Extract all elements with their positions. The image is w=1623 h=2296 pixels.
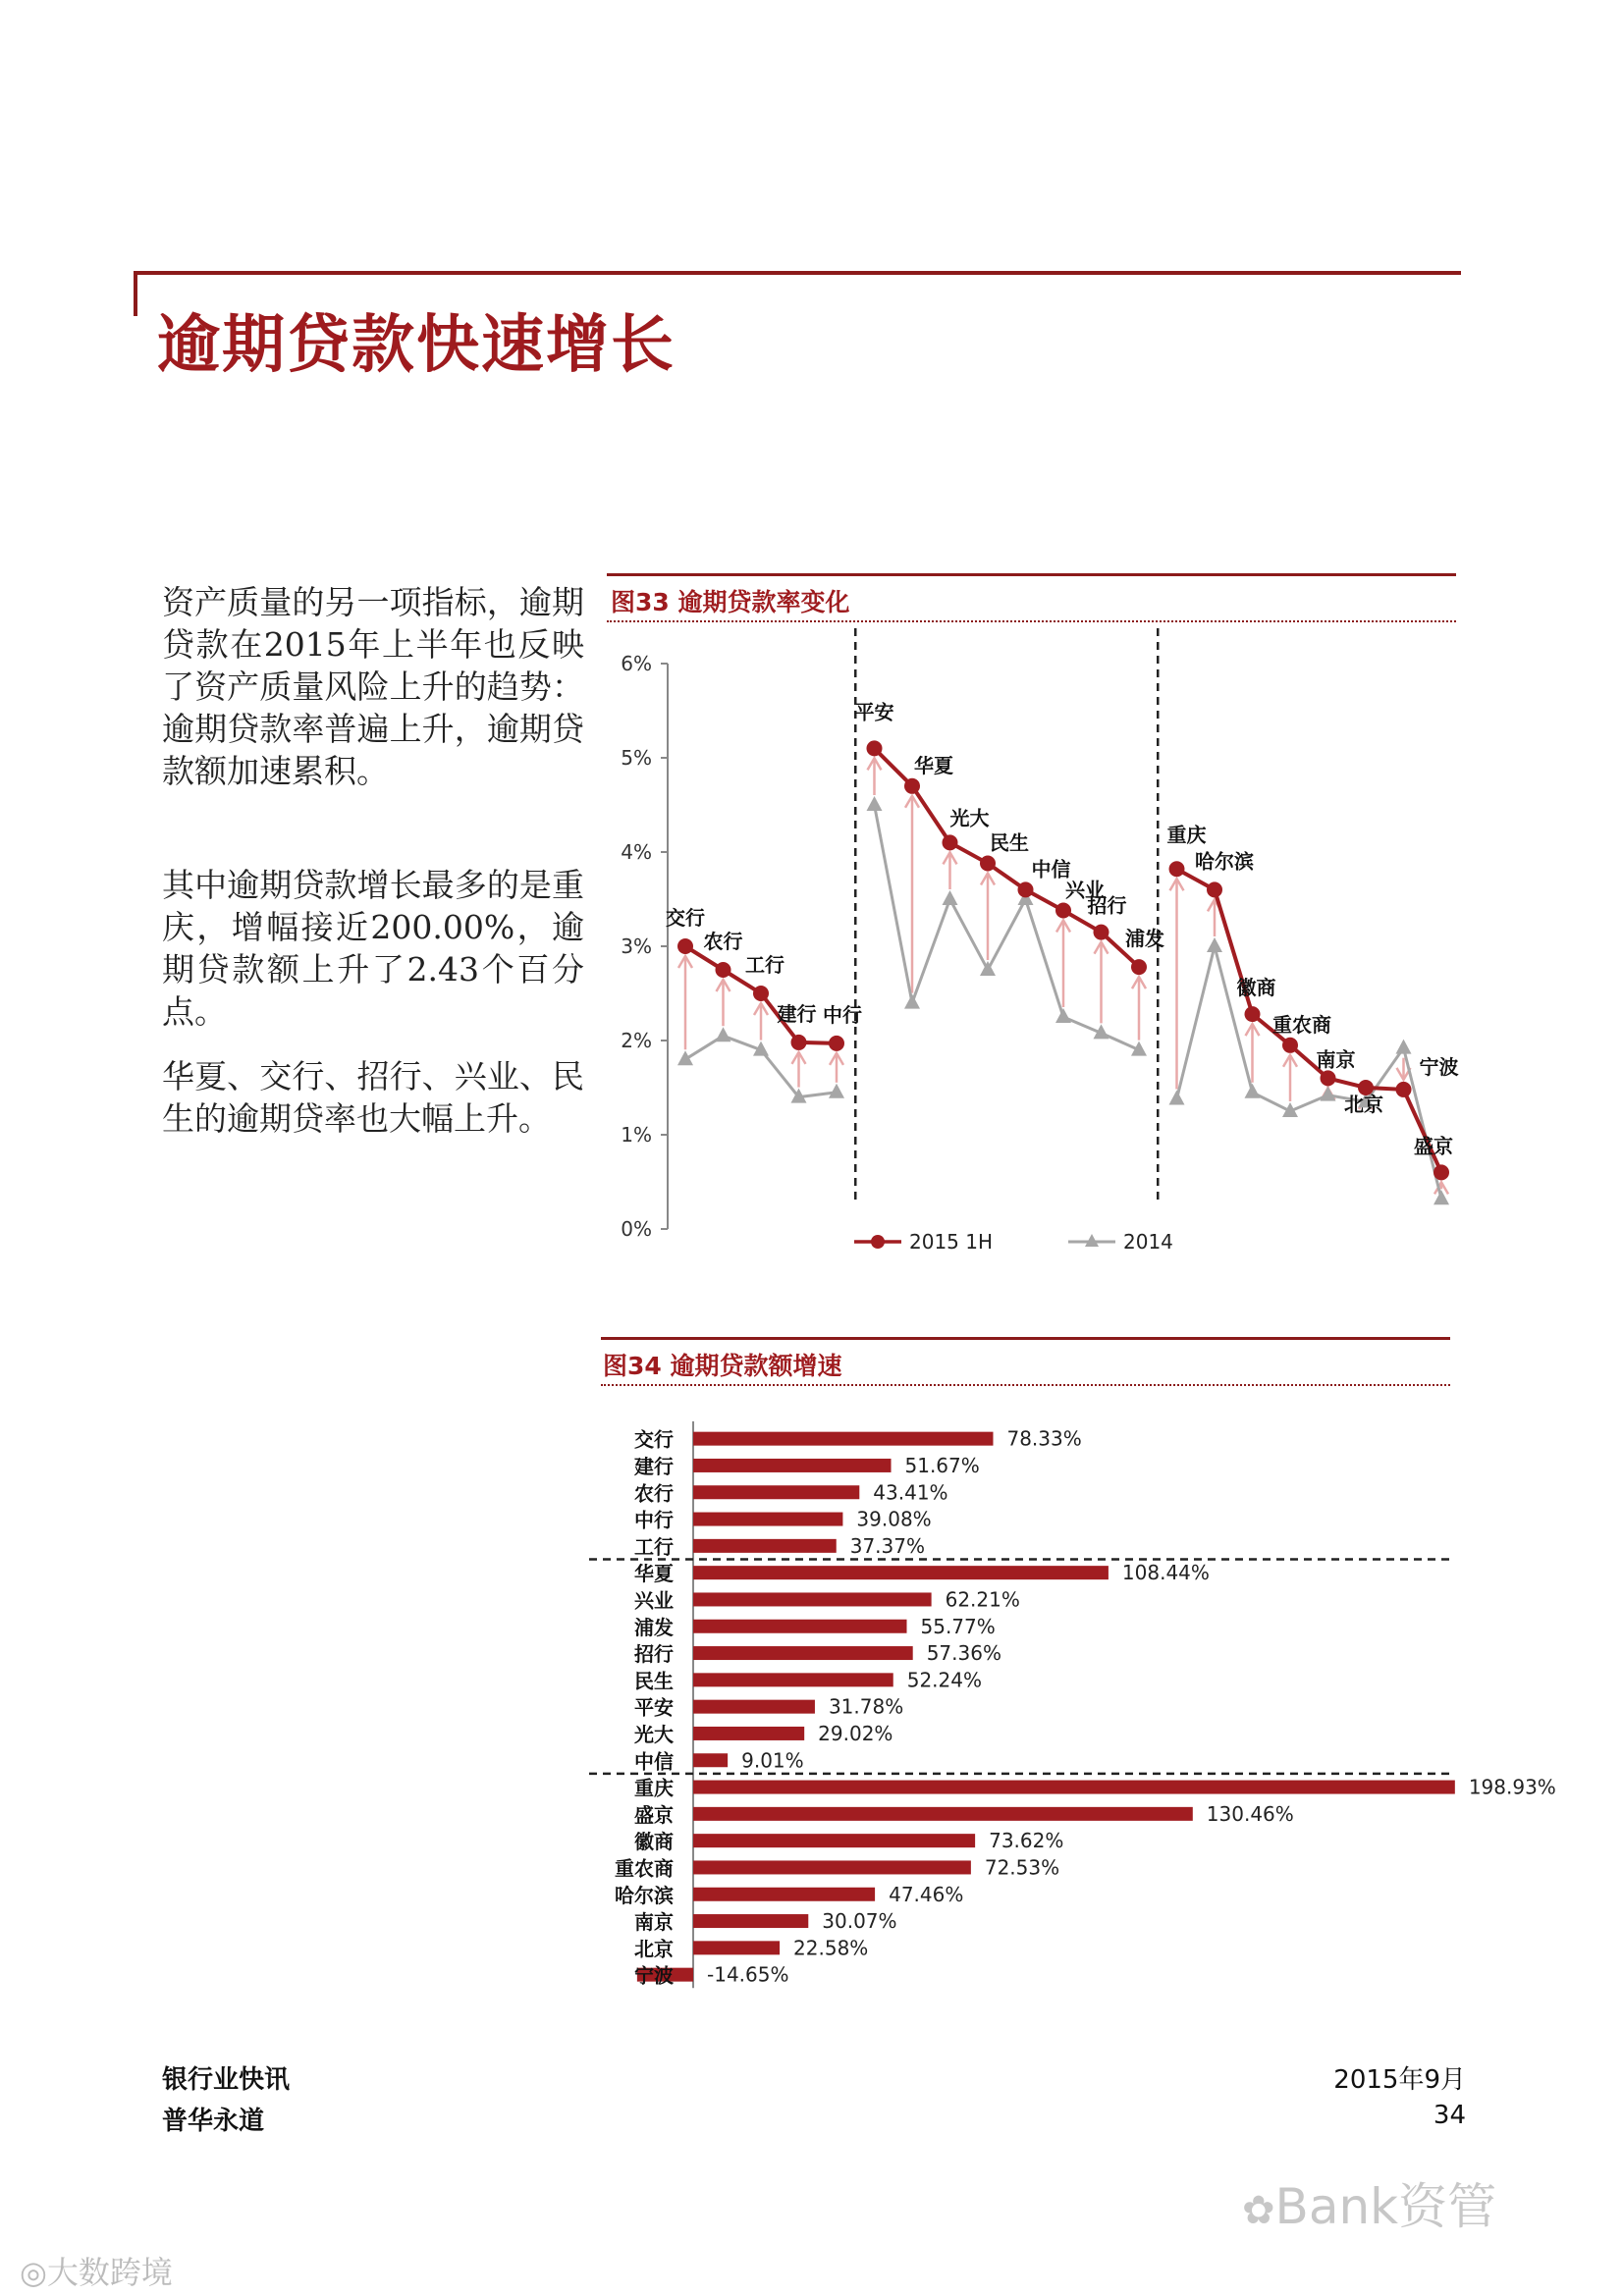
series-2015-point [1282,1038,1298,1053]
wechat-icon: ✿ [1242,2188,1275,2233]
bar-category-label: 农行 [634,1481,674,1506]
y-tick-label: 2% [621,1029,652,1052]
bar [693,1646,913,1660]
bar-category-label: 重庆 [634,1776,674,1800]
bar-category-label: 哈尔滨 [615,1883,674,1907]
bar-value-label: 73.62% [989,1829,1064,1853]
bar [693,1620,907,1633]
category-label: 建行 [777,1001,817,1026]
category-label: 中信 [1031,857,1071,881]
bar [693,1914,808,1928]
bar-category-label: 工行 [634,1534,674,1559]
bar [693,1566,1109,1579]
bar-value-label: 43.41% [873,1480,948,1505]
bar-category-label: 盛京 [634,1802,674,1827]
category-label: 重农商 [1272,1012,1331,1037]
category-label: 光大 [949,806,990,830]
series-2015-point [1245,1006,1261,1022]
bar-value-label: 62.21% [945,1587,1020,1612]
category-label: 哈尔滨 [1195,849,1254,874]
bar [693,1888,875,1901]
series-2014-point [1321,1087,1336,1101]
bar-value-label: 22.58% [793,1936,869,1960]
category-label: 浦发 [1125,927,1164,951]
series-2014-point [904,994,920,1009]
footer-company: 普华永道 [162,2107,265,2136]
footer-publication: 银行业快讯 [162,2065,291,2095]
bar-category-label: 徽商 [634,1830,674,1854]
bar-value-label: 9.01% [741,1748,804,1773]
figure33-title: 图33 逾期贷款率变化 [611,588,850,616]
bar-value-label: 30.07% [822,1909,897,1934]
bar-category-label: 宁波 [634,1963,674,1988]
bar-category-label: 平安 [634,1695,674,1720]
bar-value-label: 37.37% [849,1533,926,1558]
series-2015-point [1169,861,1185,877]
series-2014-point [1245,1084,1261,1098]
figure34-top-rule [601,1337,1450,1340]
bar [693,1459,892,1472]
title-frame-left-rule [134,271,137,316]
bar-category-label: 兴业 [634,1588,674,1613]
series-2015-point [716,962,731,978]
legend-2014-label: 2014 [1123,1230,1173,1254]
series-2014-point [829,1084,844,1098]
series-2015-point [677,938,693,954]
logo-icon: ◎ [20,2254,47,2291]
series-2014-point [677,1050,693,1065]
bar-category-label: 浦发 [634,1615,674,1639]
category-label: 民生 [990,830,1029,855]
bar-category-label: 交行 [634,1427,674,1452]
bar [693,1513,842,1526]
series-2014-point [980,961,996,976]
series-2015-point [829,1036,844,1051]
category-label: 重庆 [1166,823,1207,847]
paragraph-2: 其中逾期贷款增长最多的是重庆，增幅接近200.00%，逾期贷款额上升了2.43个百分点。 [162,866,584,1031]
category-label: 交行 [666,906,705,930]
bar [693,1807,1193,1821]
bar-category-label: 重农商 [615,1856,674,1881]
bar-value-label: 31.78% [828,1694,904,1719]
category-label: 中行 [823,1002,862,1027]
series-2014-point [1396,1040,1412,1054]
bar [693,1860,971,1874]
y-tick-label: 5% [621,746,652,770]
series-2015-point [1055,903,1071,919]
series-2015-point [1207,881,1222,897]
bar [693,1941,780,1954]
bar [693,1592,932,1606]
figure33-dotted-rule [607,620,1456,622]
bar [693,1700,815,1714]
bar-value-label: 130.46% [1206,1801,1294,1826]
category-label: 华夏 [914,753,953,777]
y-tick-label: 4% [621,840,652,864]
bar-value-label: 108.44% [1121,1561,1210,1585]
bar-category-label: 建行 [634,1454,674,1478]
legend-2015-label: 2015 1H [909,1230,994,1254]
category-label: 兴业 [1065,878,1105,902]
bar-value-label: 51.67% [904,1453,980,1477]
bar-value-label: 72.53% [984,1855,1060,1880]
series-2015-point [1094,925,1109,940]
bar-value-label: 39.08% [856,1507,932,1531]
footer-page-number: 34 [1433,2101,1466,2130]
y-tick-label: 3% [621,934,652,958]
footer-date: 2015年9月 [1333,2065,1466,2095]
watermark-left: ◎大数跨境 [20,2254,173,2291]
series-2014-point [867,796,883,811]
category-label: 平安 [854,700,894,724]
series-2015-point [943,834,958,850]
page-title: 逾期贷款快速增长 [157,308,676,382]
bar-value-label: 57.36% [926,1641,1001,1666]
bar [693,1673,893,1686]
category-label: 盛京 [1414,1134,1453,1158]
category-label: 宁波 [1419,1054,1459,1079]
bar [693,1834,975,1847]
series-2015-point [904,778,920,794]
bar-value-label: 55.77% [920,1614,996,1638]
bar-category-label: 民生 [634,1669,674,1693]
bar-category-label: 中信 [634,1749,674,1774]
figure34-dotted-rule [601,1384,1450,1386]
paragraph-3: 华夏、交行、招行、兴业、民生的逾期贷率也大幅上升。 [162,1057,584,1138]
paragraph-1: 资产质量的另一项指标，逾期贷款在2015年上半年也反映了资产质量风险上升的趋势：逾期贷款率普遍上升，逾期贷款额加速累积。 [162,583,584,790]
bar-category-label: 华夏 [634,1562,674,1586]
figure33-top-rule [607,573,1456,576]
legend-2015-marker [871,1235,885,1249]
series-2014-point [1207,937,1222,952]
title-frame-top-rule [134,271,1461,275]
bar [693,1781,1455,1794]
watermark-right: ✿Bank资管 [1242,2178,1497,2235]
category-label: 招行 [1087,893,1127,918]
series-2015-point [1434,1164,1449,1180]
bar-category-label: 招行 [634,1642,674,1667]
bar-category-label: 中行 [634,1508,674,1532]
series-2015-point [867,740,883,756]
series-2015-point [980,856,996,872]
series-2015-point [1396,1082,1412,1097]
overdue-amount-growth-bar-chart [589,1414,1556,1993]
series-2015-point [1131,959,1147,975]
series-2014-point [943,890,958,905]
overdue-rate-line-chart [589,628,1463,1256]
series-2015-point [791,1035,807,1050]
series-2015-point [753,986,769,1001]
bar-value-label: -14.65% [707,1962,789,1987]
figure34-title: 图34 逾期贷款额增速 [603,1352,842,1380]
bar [693,1539,837,1553]
series-2014-line [1177,946,1442,1199]
bar [693,1753,728,1767]
bar-value-label: 47.46% [889,1882,964,1906]
series-2014-point [1055,1008,1071,1023]
series-2014-point [1169,1091,1185,1105]
category-label: 农行 [703,930,743,953]
bar-value-label: 198.93% [1468,1775,1556,1799]
bar [693,1432,993,1446]
bar-category-label: 北京 [634,1937,674,1961]
category-label: 工行 [745,953,784,977]
series-2015-point [1321,1070,1336,1086]
y-tick-label: 6% [621,652,652,675]
bar-value-label: 52.24% [906,1668,983,1692]
bar-value-label: 29.02% [818,1721,893,1745]
category-label: 南京 [1316,1047,1356,1072]
category-label: 北京 [1344,1093,1383,1116]
series-2015-point [1018,881,1034,897]
bar-category-label: 光大 [634,1722,674,1746]
bar-value-label: 78.33% [1006,1426,1082,1451]
series-2014-point [716,1027,731,1041]
category-label: 徽商 [1236,976,1276,1000]
bar [693,1727,804,1740]
bar [693,1485,859,1499]
bar-category-label: 南京 [634,1910,674,1935]
y-tick-label: 1% [621,1123,652,1147]
y-tick-label: 0% [621,1217,652,1241]
